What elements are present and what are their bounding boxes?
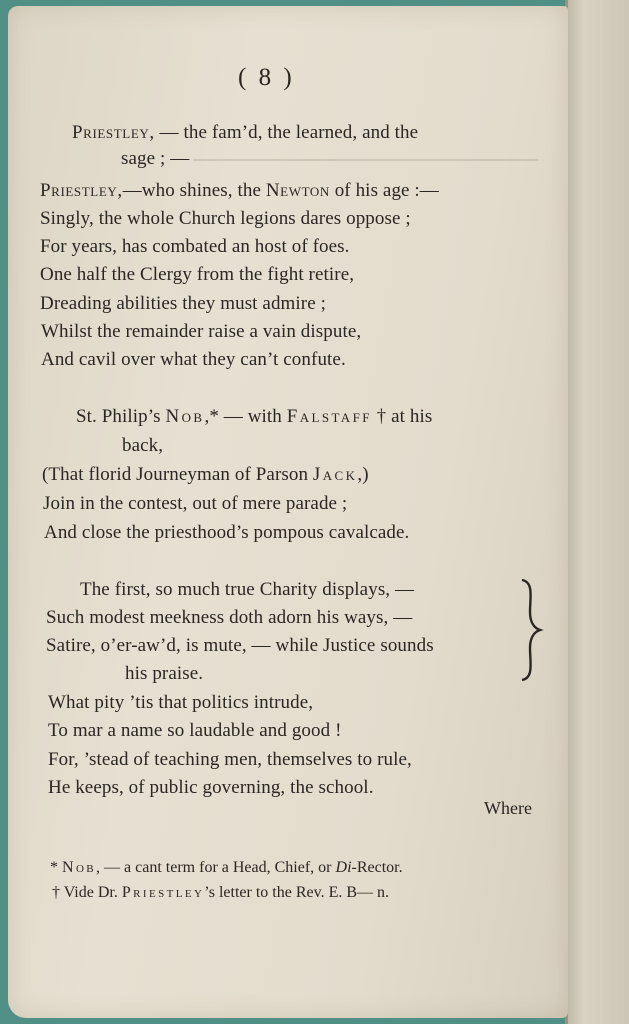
line-text: St. Philip’s <box>76 406 166 427</box>
stanza1-line9: And cavil over what they can’t confute. <box>41 349 346 370</box>
stanza2-line3 <box>42 464 369 486</box>
author-name: Priestley, <box>72 122 155 143</box>
stanza3-line4: his praise. <box>125 663 204 684</box>
book-page <box>8 6 568 1018</box>
book-spine <box>565 0 629 1024</box>
footnote-mark: * <box>50 859 62 876</box>
nob-word: Nob <box>62 859 97 876</box>
curly-brace <box>516 578 546 682</box>
line-text: of his age :— <box>329 180 439 201</box>
newton-name: Newton <box>265 180 330 201</box>
stanza3-line1: The first, so much true Charity displays, — <box>80 579 415 600</box>
page-number: ( 8 ) <box>238 64 295 91</box>
priestley-name: Priestley <box>121 884 205 901</box>
stanza1-line2: sage ; — <box>121 148 190 169</box>
footnote-text: † Vide Dr. <box>52 884 122 901</box>
stanza1-line5: For years, has combated an host of foes. <box>40 236 350 257</box>
stanza3-line5: What pity ’tis that politics intrude, <box>48 692 314 713</box>
falstaff-name: Falstaff <box>286 406 372 427</box>
stanza2-line4: Join in the contest, out of mere parade ; <box>43 493 348 514</box>
jack-name: Jack <box>312 464 358 485</box>
stanza3-line7: For, ’stead of teaching men, themselves to rule, <box>48 749 412 770</box>
line-text: ,* — with <box>204 406 287 427</box>
footnote-2 <box>52 884 389 902</box>
footnote-text: , — a cant term for a Head, Chief, or <box>96 859 336 876</box>
line-text: (That florid Journeyman of Parson <box>42 464 313 485</box>
line-text: —who shines, the <box>122 180 266 201</box>
stanza1-line7: Dreading abilities they must admire ; <box>40 293 326 314</box>
page-text <box>8 6 568 1018</box>
line-text: † at his <box>371 406 433 427</box>
stanza1-line3 <box>40 180 439 202</box>
nob-word: Nob <box>165 406 205 427</box>
footnote-text: -Rector. <box>351 859 403 876</box>
faint-rule <box>193 155 538 165</box>
footnote-text: ’s letter to the Rev. E. B— n. <box>204 884 390 901</box>
stanza1-line4: Singly, the whole Church legions dares oppose ; <box>40 208 411 229</box>
line-text: — the fam’d, the learned, and the <box>154 122 419 143</box>
footnote-italic: Di <box>335 859 352 876</box>
stanza2-line2: back, <box>122 435 164 456</box>
author-name: Priestley, <box>40 180 123 201</box>
line-text: ,) <box>357 464 369 485</box>
footnote-1 <box>50 859 403 877</box>
catchword: Where <box>484 798 532 818</box>
stanza2-line5: And close the priesthood’s pompous cavalcade. <box>44 522 410 543</box>
stanza1-line1 <box>72 122 418 144</box>
stanza1-line8: Whilst the remainder raise a vain dispute, <box>41 321 362 342</box>
stanza2-line1 <box>76 406 432 428</box>
stanza3-line8: He keeps, of public governing, the school. <box>48 777 374 798</box>
stanza3-line3: Satire, o’er-aw’d, is mute, — while Justice sounds <box>46 635 434 656</box>
stanza3-line6: To mar a name so laudable and good ! <box>48 720 342 741</box>
stanza1-line6: One half the Clergy from the fight retire, <box>40 264 355 285</box>
stanza3-line2: Such modest meekness doth adorn his ways, — <box>46 607 413 628</box>
